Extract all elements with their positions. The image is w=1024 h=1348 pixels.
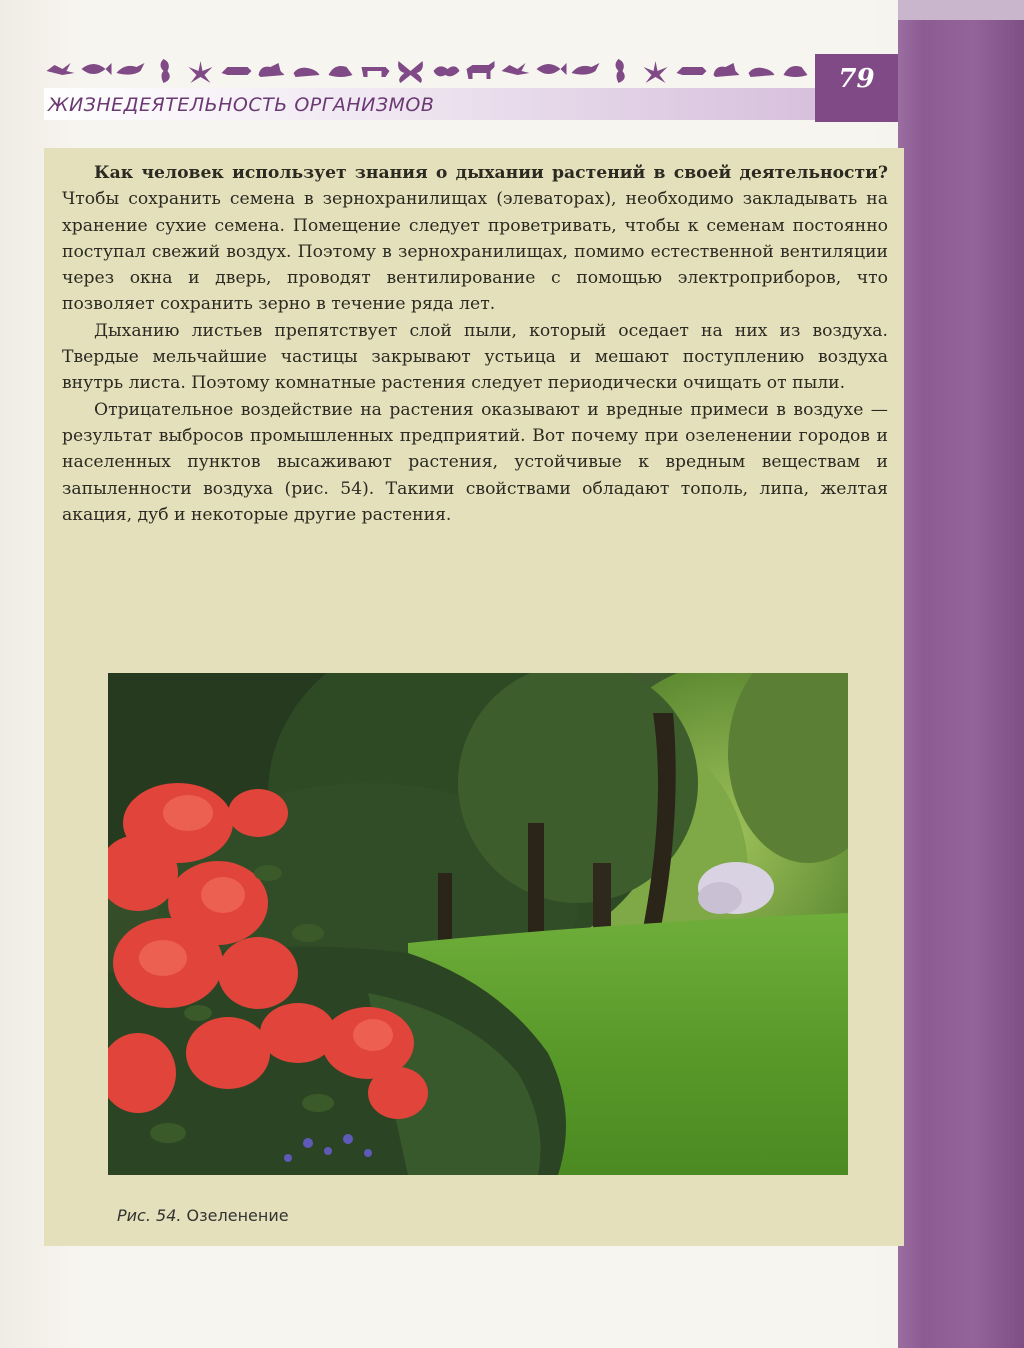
- figure-caption-label: Рис. 54.: [117, 1206, 182, 1225]
- paragraph-1-text: Чтобы сохранить семена в зернохранилищах (элеваторах), необходимо закладывать на хранение сухие семена. Помещение следует проветривать, чтобы к семенам постоянно поступал свежий воздух. Поэтому в зернохранилищах, помимо естественной вентиляции через окна и дверь, проводят вентилирование с помощью электроприборов, что позволяет сохранить зерно в течение ряда лет.: [62, 189, 888, 315]
- figure-caption: [117, 1204, 289, 1228]
- horse-icon: [464, 57, 497, 85]
- bird-icon: [44, 57, 77, 85]
- cat-icon: [254, 57, 287, 85]
- cat-icon: [709, 57, 742, 85]
- butterfly-icon: [394, 57, 427, 85]
- insect-icon: [639, 57, 672, 85]
- insect-icon: [184, 57, 217, 85]
- lizard-icon: [569, 57, 602, 85]
- purple-edge-top: [898, 0, 1024, 20]
- lizard-icon: [114, 57, 147, 85]
- bird-icon: [499, 57, 532, 85]
- paragraph-1: [62, 160, 888, 318]
- frog-icon: [324, 57, 357, 85]
- butterfly-icon: [779, 57, 812, 85]
- animal-icon-band: [44, 54, 814, 88]
- scorpion-icon: [429, 57, 462, 85]
- page-number: 79: [838, 64, 875, 94]
- fish-icon: [534, 57, 567, 85]
- figure-caption-text: Озеленение: [181, 1206, 289, 1225]
- seahorse-icon: [149, 57, 182, 85]
- cow-icon: [359, 57, 392, 85]
- rodent-icon: [289, 57, 322, 85]
- purple-edge-strip: [898, 0, 1024, 1348]
- fish-icon: [79, 57, 112, 85]
- crocodile-icon: [219, 57, 252, 85]
- body-text: [62, 160, 888, 528]
- paragraph-3: Отрицательное воздействие на растения оказывают и вредные примеси в воздухе — результат выбросов промышленных предприятий. Вот почему при озеленении городов и населенных пунктов высаживают растения, устойчивые к вредным веществам и запыленности воздуха (рис. 54). Такими свойствами обладают тополь, липа, желтая акация, дуб и некоторые другие растения.: [62, 399, 888, 525]
- paragraph-1-question: Как человек использует знания о дыхании растений в своей деятельности?: [94, 163, 888, 183]
- rodent-icon: [744, 57, 777, 85]
- seahorse-icon: [604, 57, 637, 85]
- garden-photo: [108, 673, 848, 1175]
- paragraph-2: Дыханию листьев препятствует слой пыли, который оседает на них из воздуха. Твердые мельчайшие частицы закрывают устьица и мешают поступлению воздуха внутрь листа. Поэтому комнатные растения следует периодически очищать от пыли.: [62, 320, 888, 394]
- crocodile-icon: [674, 57, 707, 85]
- chapter-title: ЖИЗНЕДЕЯТЕЛЬНОСТЬ ОРГАНИЗМОВ: [48, 94, 435, 116]
